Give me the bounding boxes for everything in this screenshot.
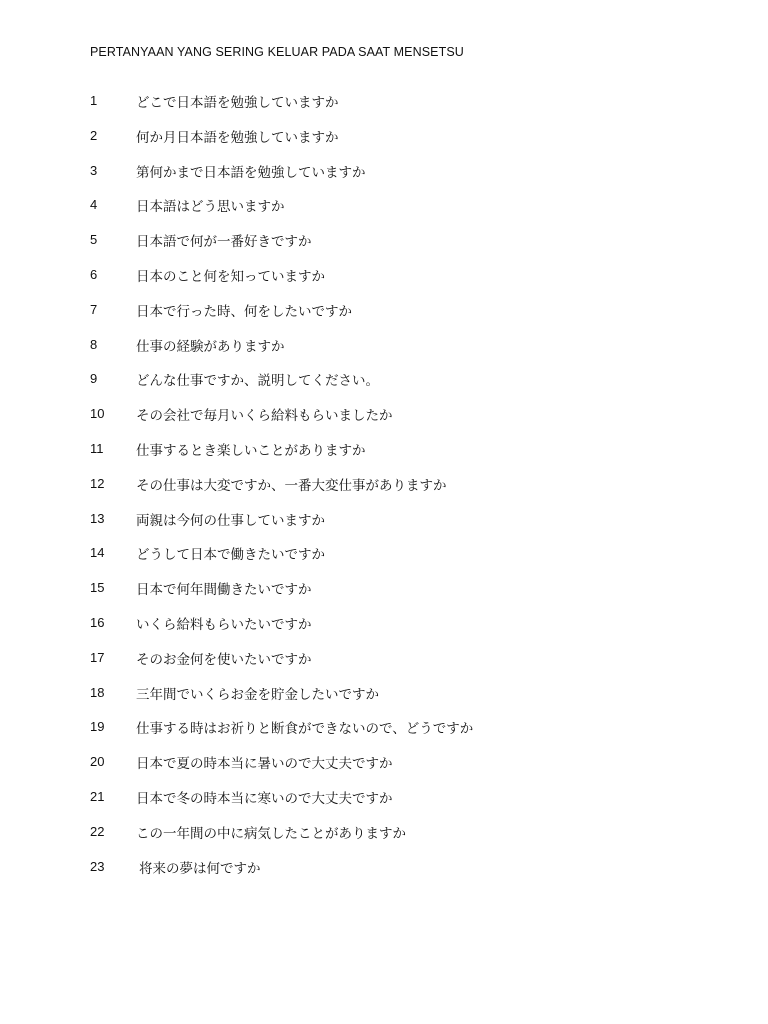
question-text: 仕事の経験がありますか xyxy=(136,338,285,355)
question-item xyxy=(0,613,768,648)
question-item xyxy=(0,335,768,370)
question-item xyxy=(0,91,768,126)
question-text: この一年間の中に病気したことがありますか xyxy=(136,825,406,842)
question-number: 6 xyxy=(90,266,98,282)
question-number: 14 xyxy=(90,545,105,561)
question-text: 三年間でいくらお金を貯金したいですか xyxy=(136,686,379,703)
question-text: どうして日本で働きたいですか xyxy=(136,547,325,564)
question-text: 日本で冬の時本当に寒いので大丈夫ですか xyxy=(136,790,393,807)
question-item xyxy=(0,300,768,335)
question-item xyxy=(0,404,768,439)
question-text: その会社で毎月いくら給料もらいましたか xyxy=(136,408,393,425)
question-number: 15 xyxy=(90,580,105,596)
question-number: 11 xyxy=(90,440,104,456)
document-title: PERTANYAAN YANG SERING KELUAR PADA SAAT MENSETSU xyxy=(90,45,464,59)
question-number: 23 xyxy=(90,858,105,874)
question-text: 両親は今何の仕事していますか xyxy=(136,512,325,529)
question-item xyxy=(0,230,768,265)
question-number: 12 xyxy=(90,475,105,491)
question-item xyxy=(0,439,768,474)
question-text: いくら給料もらいたいですか xyxy=(136,616,312,633)
question-number: 2 xyxy=(90,127,98,143)
question-item xyxy=(0,265,768,300)
question-item xyxy=(0,683,768,718)
question-item xyxy=(0,195,768,230)
question-text: 仕事する時はお祈りと断食ができないので、どうですか xyxy=(136,721,474,738)
question-item xyxy=(0,369,768,404)
question-text: 日本語で何が一番好きですか xyxy=(136,234,312,251)
question-item xyxy=(0,509,768,544)
question-item xyxy=(0,578,768,613)
question-text: そのお金何を使いたいですか xyxy=(136,651,312,668)
question-item xyxy=(0,543,768,578)
question-text: その仕事は大変ですか、一番大変仕事がありますか xyxy=(136,477,447,494)
question-text: 将来の夢は何ですか xyxy=(139,860,261,877)
question-number: 4 xyxy=(90,197,98,213)
question-number: 21 xyxy=(90,788,105,804)
question-item xyxy=(0,717,768,752)
question-item xyxy=(0,474,768,509)
question-number: 10 xyxy=(90,406,105,422)
question-item xyxy=(0,787,768,822)
question-item xyxy=(0,857,768,892)
question-item xyxy=(0,822,768,857)
question-number: 19 xyxy=(90,719,105,735)
question-item xyxy=(0,752,768,787)
question-number: 9 xyxy=(90,371,98,387)
question-item xyxy=(0,648,768,683)
question-number: 22 xyxy=(90,823,105,839)
question-number: 3 xyxy=(90,162,98,178)
question-number: 13 xyxy=(90,510,105,526)
question-text: 第何かまで日本語を勉強していますか xyxy=(136,164,366,181)
question-number: 7 xyxy=(90,301,98,317)
question-text: 仕事するとき楽しいことがありますか xyxy=(136,442,366,459)
question-text: 日本語はどう思いますか xyxy=(136,199,285,216)
question-number: 1 xyxy=(90,93,98,108)
question-text: 日本で行った時、何をしたいですか xyxy=(136,303,352,320)
question-number: 20 xyxy=(90,754,105,770)
question-number: 8 xyxy=(90,336,98,352)
question-item xyxy=(0,161,768,196)
question-item xyxy=(0,126,768,161)
question-text: 日本で夏の時本当に暑いので大丈夫ですか xyxy=(136,756,393,773)
question-text: 何か月日本語を勉強していますか xyxy=(136,129,339,146)
question-list xyxy=(0,91,768,891)
question-number: 18 xyxy=(90,684,105,700)
question-number: 17 xyxy=(90,649,105,665)
question-number: 5 xyxy=(90,232,98,248)
question-text: どこで日本語を勉強していますか xyxy=(136,95,339,111)
question-number: 16 xyxy=(90,614,105,630)
question-text: 日本のこと何を知っていますか xyxy=(136,268,325,285)
question-text: 日本で何年間働きたいですか xyxy=(136,582,312,599)
question-text: どんな仕事ですか、説明してください。 xyxy=(136,373,379,390)
